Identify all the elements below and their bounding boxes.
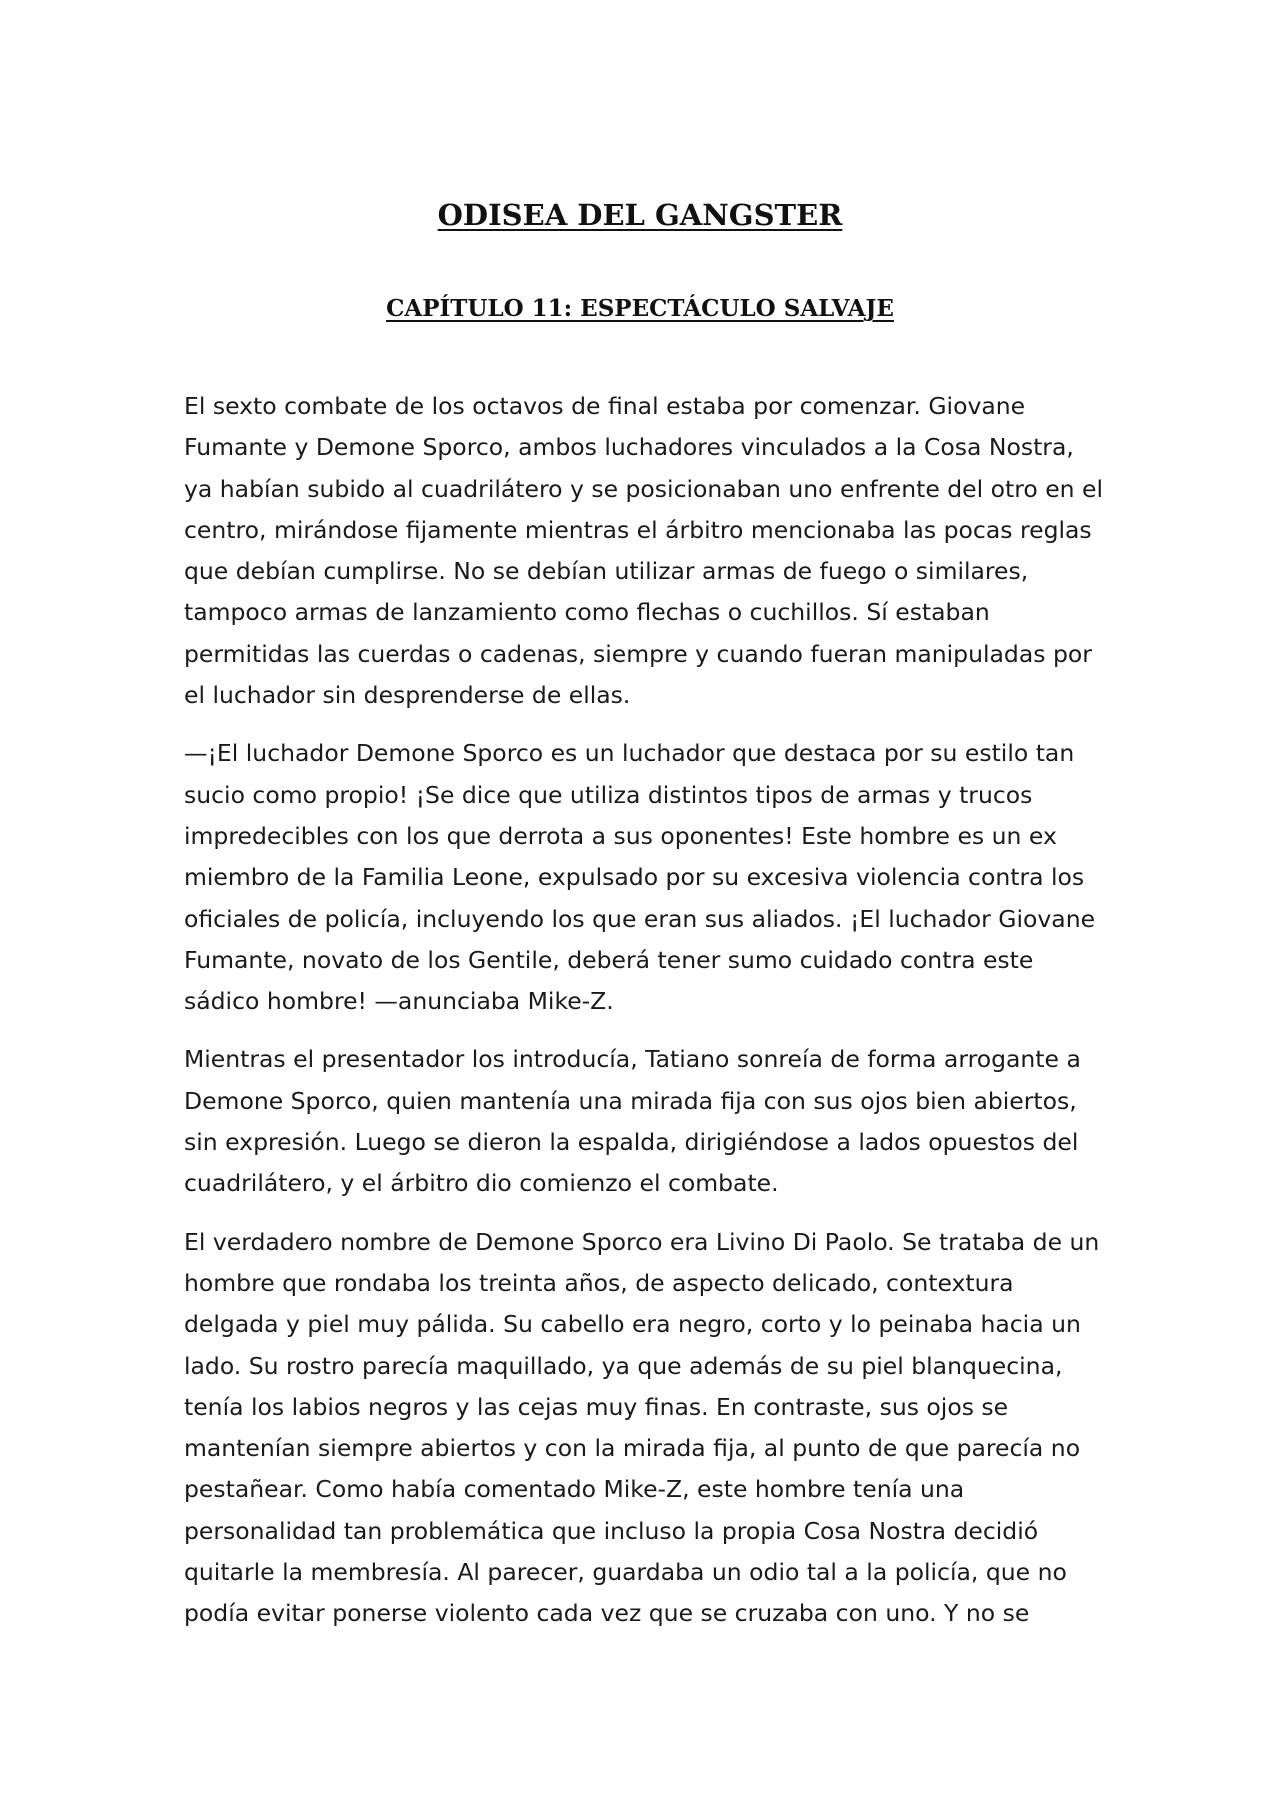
chapter-heading: CAPÍTULO 11: ESPECTÁCULO SALVAJE xyxy=(386,295,894,322)
book-title: ODISEA DEL GANGSTER xyxy=(437,198,843,232)
paragraph: El sexto combate de los octavos de final estaba por comenzar. Giovane Fumante y Demone Sporco, ambos luchadores vinculados a la Cosa Nostra, ya habían subido al cuadrilátero y se posicionaban uno enfrente del otro en el centro, mirándose fijamente mientras el árbitro mencionaba las pocas reglas que debían cumplirse. No se debían utilizar armas de fuego o similares, tampoco armas de lanzamiento como flechas o cuchillos. Sí estaban permitidas las cuerdas o cadenas, siempre y cuando fueran manipuladas por el luchador sin desprenderse de ellas. xyxy=(184,392,1104,710)
paragraph: —¡El luchador Demone Sporco es un luchador que destaca por su estilo tan sucio como propio! ¡Se dice que utiliza distintos tipos de armas y trucos impredecibles con los que derrota a sus oponentes! Este hombre es un ex miembro de la Familia Leone, expulsado por su excesiva violencia contra los oficiales de policía, incluyendo los que eran sus aliados. ¡El luchador Giovane Fumante, novato de los Gentile, deberá tener sumo cuidado contra este sádico hombre! —anunciaba Mike-Z. xyxy=(184,739,1096,1016)
body-text xyxy=(184,386,1104,1652)
paragraph: El verdadero nombre de Demone Sporco era Livino Di Paolo. Se trataba de un hombre que rondaba los treinta años, de aspecto delicado, contextura delgada y piel muy pálida. Su cabello era negro, corto y lo peinaba hacia un lado. Su rostro parecía maquillado, ya que además de su piel blanquecina, tenía los labios negros y las cejas muy finas. En contraste, sus ojos se mantenían siempre abiertos y con la mirada fija, al punto de que parecía no pestañear. Como había comentado Mike-Z, este hombre tenía una personalidad tan problemática que incluso la propia Cosa Nostra decidió quitarle la membresía. Al parecer, guardaba un odio tal a la policía, que no podía evitar ponerse violento cada vez que se cruzaba con uno. Y no se xyxy=(184,1227,1100,1628)
paragraph: Mientras el presentador los introducía, Tatiano sonreía de forma arrogante a Demone Sporco, quien mantenía una mirada fija con sus ojos bien abiertos, sin expresión. Luego se dieron la espalda, dirigiéndose a lados opuestos del cuadrilátero, y el árbitro dio comienzo el combate. xyxy=(184,1045,1081,1198)
